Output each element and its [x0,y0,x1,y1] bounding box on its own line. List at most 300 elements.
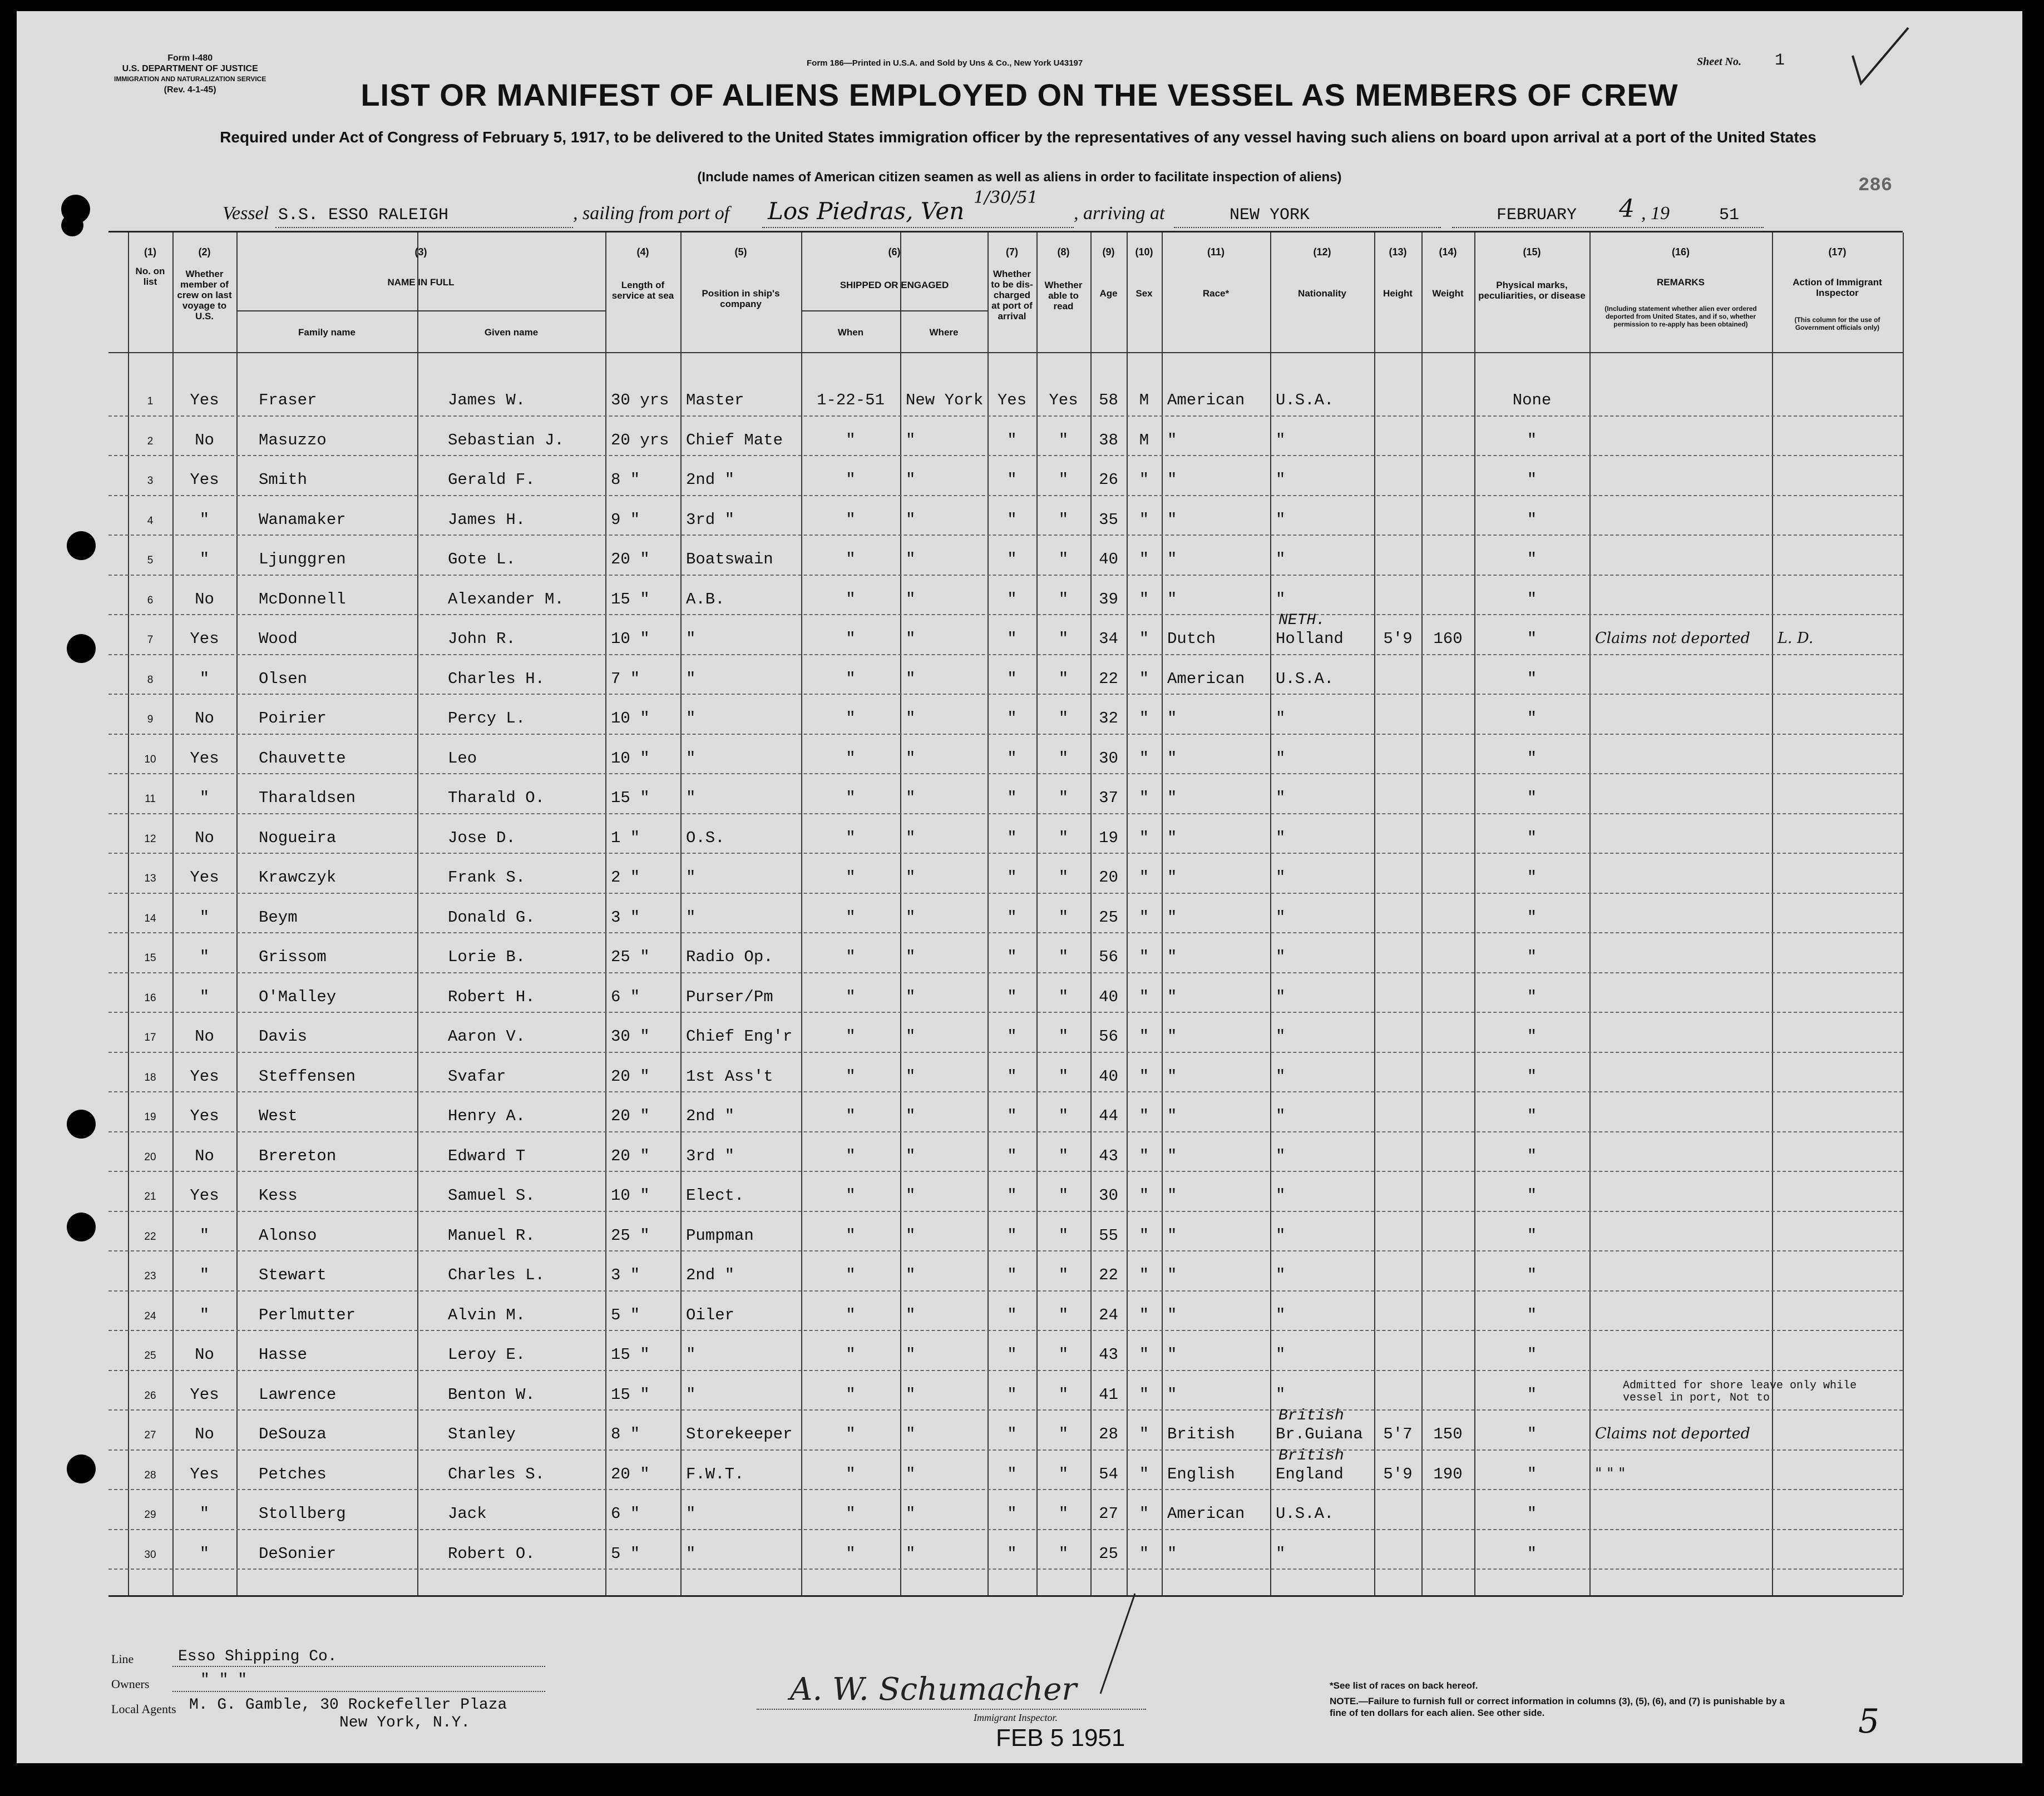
cell-disch: " [1007,1027,1017,1046]
cell-age: 19 [1099,828,1118,847]
cell-when: " [846,789,856,807]
table-row [108,1300,1903,1340]
cell-where: " [906,1505,916,1523]
cell-where: " [906,1146,916,1165]
arriving-underline [1174,227,1441,228]
cell-where: " [906,590,916,608]
cell-age: 32 [1099,709,1118,728]
subheader-when: When [837,327,864,338]
cell-position: Elect. [686,1186,744,1205]
cell-n: 14 [144,912,156,924]
cell-prev: No [195,431,214,449]
cell-position: Master [686,391,744,409]
cell-race: " [1167,590,1177,608]
table-row [108,744,1903,784]
cell-where: " [906,471,916,489]
cell-when: " [846,1067,856,1086]
cell-prev: Yes [190,1186,219,1205]
cell-sex: " [1139,789,1149,807]
subheader-rule [801,310,988,311]
cell-position: Boatswain [686,550,773,568]
table-row [108,783,1903,823]
cell-when: " [846,908,856,927]
cell-age: 25 [1099,1544,1118,1563]
column-header: Nationality [1298,288,1346,299]
cell-prev: No [195,1425,214,1443]
cell-race: " [1167,431,1177,449]
cell-position: " [686,1385,696,1404]
cell-service: 20 " [611,1464,650,1483]
cell-position: " [686,709,696,728]
cell-position: F.W.T. [686,1464,744,1483]
cell-prev: " [199,1226,210,1245]
cell-n: 25 [144,1350,156,1362]
cell-marks: " [1527,948,1537,966]
cell-disch: " [1007,510,1017,529]
nationality-annotation: NETH. [1278,612,1326,629]
cell-disch: " [1007,948,1017,966]
inspector-label: Immigrant Inspector. [974,1712,1058,1723]
cell-read: " [1058,471,1069,489]
cell-read: " [1058,1425,1069,1443]
column-number: (11) [1207,246,1225,258]
cell-position: 3rd " [686,510,735,529]
cell-marks: " [1527,1305,1537,1324]
cell-prev: No [195,828,214,847]
cell-sex: " [1139,908,1149,927]
cell-family: Brereton [259,1146,337,1165]
cell-sex: " [1139,669,1149,688]
cell-sex: " [1139,590,1149,608]
cell-where: " [906,1027,916,1046]
cell-service: 15 " [611,789,650,807]
cell-disch: " [1007,590,1017,608]
vessel-label: Vessel [223,203,269,224]
table-row [108,1447,1903,1500]
column-header: Whether member of crew on last voyage to U.S. [177,269,232,321]
cell-remarks: Claims not deported [1595,1425,1750,1442]
cell-when: " [846,987,856,1006]
cell-sex: " [1139,550,1149,568]
cell-nat: " [1276,1544,1286,1563]
cell-family: Davis [259,1027,308,1046]
cell-n: 11 [145,793,156,805]
table-row [108,585,1903,625]
cell-position: " [686,669,696,688]
cell-sex: " [1139,1027,1149,1046]
cell-service: 25 " [611,948,650,966]
cell-position: " [686,1345,696,1364]
cell-n: 17 [144,1032,156,1043]
cell-prev: " [199,1305,210,1324]
column-number: (3) [414,246,427,258]
cell-position: " [686,749,696,768]
table-row [108,1141,1903,1181]
cell-nat: " [1276,471,1286,489]
cell-nat: " [1276,749,1286,768]
cell-position: Purser/Pm [686,987,773,1006]
column-number: (14) [1439,246,1457,258]
cell-marks: " [1527,1505,1537,1523]
cell-service: 15 " [611,1385,650,1404]
cell-age: 55 [1099,1226,1118,1245]
cell-service: 3 " [611,1266,640,1284]
cell-age: 37 [1099,789,1118,807]
cell-disch: " [1007,1505,1017,1523]
cell-marks: " [1527,1067,1537,1086]
cell-height: 5'9 [1383,1464,1413,1483]
cell-nat: " [1276,1345,1286,1364]
table-row [108,465,1903,505]
cell-disch: " [1007,1345,1017,1364]
cell-age: 40 [1099,1067,1118,1086]
cell-nat: " [1276,1186,1286,1205]
vessel-name: S.S. ESSO RALEIGH [278,206,449,225]
cell-prev: Yes [190,1385,219,1404]
cell-remarks: Claims not deported [1595,630,1750,647]
cell-age: 39 [1099,590,1118,608]
cell-nat: " [1276,908,1286,927]
cell-disch: " [1007,1146,1017,1165]
table-row [108,823,1903,863]
cell-nat: England [1276,1464,1344,1483]
column-rule [1903,232,1904,1595]
cell-marks: " [1527,868,1537,887]
cell-prev: Yes [190,391,219,409]
cell-n: 26 [144,1389,156,1402]
cell-read: " [1058,1345,1069,1364]
arrival-day: 4 [1619,195,1635,223]
cell-read: " [1058,550,1069,568]
line-value: Esso Shipping Co. [178,1648,337,1665]
inspector-signature: A. W. Schumacher [790,1671,1077,1708]
cell-service: 1 " [611,828,640,847]
cell-when: " [846,1186,856,1205]
cell-given: Charles L. [448,1266,545,1284]
column-number: (15) [1523,246,1541,258]
cell-family: Wood [259,630,298,648]
table-row [108,505,1903,545]
cell-family: Petches [259,1464,327,1483]
cell-given: Charles H. [448,669,545,688]
cell-sex: " [1139,1425,1149,1443]
cell-n: 23 [144,1270,156,1282]
cell-n: 9 [147,714,154,725]
table-row [108,1022,1903,1062]
cell-disch: " [1007,1067,1017,1086]
cell-where: " [906,1305,916,1324]
cell-sex: " [1139,1464,1149,1483]
cell-when: " [846,1505,856,1523]
cell-read: " [1058,1266,1069,1284]
cell-disch: " [1007,1186,1017,1205]
cell-given: Gerald F. [448,471,535,489]
cell-n: 12 [144,833,156,845]
date-stamp: FEB 5 1951 [996,1724,1125,1752]
cell-where: " [906,828,916,847]
cell-marks: " [1527,1544,1537,1563]
cell-nat: " [1276,948,1286,966]
table-row [108,863,1903,903]
column-header: Sex [1135,288,1153,299]
cell-where: " [906,1464,916,1483]
column-header: NAME IN FULL [387,277,455,288]
cell-family: Beym [259,908,298,927]
cell-nat: U.S.A. [1276,1505,1334,1523]
cell-disch: " [1007,789,1017,807]
cell-age: 20 [1099,868,1118,887]
cell-given: Jack [448,1505,487,1523]
punch-hole [67,1213,96,1241]
arriving-port: NEW YORK [1230,206,1310,225]
punch-hole [67,531,96,560]
cell-sex: " [1139,1226,1149,1245]
cell-service: 3 " [611,908,640,927]
cell-disch: " [1007,1226,1017,1245]
cell-marks: " [1527,828,1537,847]
cell-where: " [906,1544,916,1563]
cell-service: 6 " [611,987,640,1006]
printer-line: Form 186—Printed in U.S.A. and Sold by Uns & Co., New York U43197 [807,58,1083,68]
cell-family: Alonso [259,1226,317,1245]
table-row [108,664,1903,704]
cell-position: " [686,868,696,887]
cell-given: Donald G. [448,908,535,927]
cell-where: New York [906,391,984,409]
cell-race: " [1167,1226,1177,1245]
cell-marks: " [1527,1266,1537,1284]
cell-age: 44 [1099,1107,1118,1125]
cell-n: 3 [147,475,154,487]
cell-n: 7 [147,634,154,646]
cell-when: " [846,1107,856,1125]
date-underline [1452,227,1764,228]
cell-when: " [846,471,856,489]
cell-service: 8 " [611,1425,640,1443]
cell-age: 41 [1099,1385,1118,1404]
cell-marks: " [1527,1186,1537,1205]
cell-disch: " [1007,1385,1017,1404]
cell-race: " [1167,1067,1177,1086]
column-header: Weight [1432,288,1464,299]
cell-prev: No [195,1027,214,1046]
include-note: (Include names of American citizen seamen as well as aliens in order to facilitate inspection of aliens) [697,170,1342,185]
cell-read: Yes [1049,391,1078,409]
cell-family: Olsen [259,669,308,688]
cell-marks: " [1527,749,1537,768]
cell-sex: " [1139,1544,1149,1563]
cell-when: " [846,431,856,449]
cell-service: 9 " [611,510,640,529]
cell-disch: " [1007,550,1017,568]
line-underline [172,1666,545,1667]
cell-race: " [1167,1107,1177,1125]
cell-n: 20 [144,1151,156,1163]
table-row [108,1499,1903,1539]
cell-position: 2nd " [686,1266,735,1284]
cell-race: American [1167,669,1245,688]
nationality-annotation: British [1278,1407,1344,1424]
cell-disch: " [1007,1464,1017,1483]
cell-n: 29 [144,1509,156,1521]
sailing-label: , sailing from port of [573,203,730,224]
cell-service: 20 " [611,1107,650,1125]
cell-race: " [1167,828,1177,847]
cell-where: " [906,1266,916,1284]
header-bottom-rule [108,352,1903,353]
cell-read: " [1058,630,1069,648]
cell-given: Alexander M. [448,590,564,608]
cell-read: " [1058,1544,1069,1563]
cell-race: English [1167,1464,1235,1483]
owners-value: " " " [200,1671,248,1689]
cell-given: Frank S. [448,868,526,887]
cell-n: 15 [144,952,156,964]
cell-n: 13 [144,873,156,884]
cell-n: 2 [147,435,154,447]
cell-where: " [906,1226,916,1245]
cell-marks: " [1527,590,1537,608]
cell-disch: Yes [997,391,1027,409]
cell-race: Dutch [1167,630,1216,648]
arrival-month: FEBRUARY [1497,206,1577,225]
cell-age: 30 [1099,749,1118,768]
cell-when: " [846,828,856,847]
cell-read: " [1058,908,1069,927]
cell-nat: " [1276,789,1286,807]
column-header: Length of service at sea [611,280,674,301]
signature-underline [757,1709,1146,1710]
cell-race: " [1167,1305,1177,1324]
cell-age: 30 [1099,1186,1118,1205]
cell-family: Stewart [259,1266,327,1284]
cell-family: Masuzzo [259,431,327,449]
cell-prev: No [195,1345,214,1364]
crew-table [108,231,1903,1597]
cell-service: 10 " [611,749,650,768]
cell-when: " [846,550,856,568]
cell-sex: " [1139,1505,1149,1523]
cell-n: 6 [147,594,154,606]
cell-race: " [1167,749,1177,768]
table-row [108,704,1903,744]
cell-read: " [1058,431,1069,449]
punch-hole [67,1454,96,1483]
remarks-note: (Including statement whether alien ever ordered deported from United States, and if so, whether permission to re-apply has been obtained) [1604,305,1757,328]
cell-sex: " [1139,1305,1149,1324]
cell-read: " [1058,709,1069,728]
owners-underline [172,1691,545,1692]
cell-when: " [846,1266,856,1284]
cell-service: 10 " [611,1186,650,1205]
cell-service: 30 " [611,1027,650,1046]
cell-given: Benton W. [448,1385,535,1404]
cell-nat: " [1276,1146,1286,1165]
cell-when: " [846,1385,856,1404]
cell-age: 27 [1099,1505,1118,1523]
cell-given: James W. [448,391,526,409]
cell-age: 28 [1099,1425,1118,1443]
cell-sex: " [1139,1146,1149,1165]
cell-nat: U.S.A. [1276,391,1334,409]
cell-when: 1-22-51 [817,391,885,409]
cell-family: Stollberg [259,1505,346,1523]
cell-race: " [1167,868,1177,887]
column-header: Whether to be dis-charged at port of arrival [991,269,1033,321]
cell-marks: " [1527,510,1537,529]
cell-family: Grissom [259,948,327,966]
cell-race: American [1167,391,1245,409]
cell-service: 8 " [611,471,640,489]
cell-nat: " [1276,510,1286,529]
cell-prev: Yes [190,471,219,489]
cell-given: Stanley [448,1425,516,1443]
cell-given: Sebastian J. [448,431,564,449]
document-title: LIST OR MANIFEST OF ALIENS EMPLOYED ON THE VESSEL AS MEMBERS OF CREW [361,77,1678,112]
cell-race: " [1167,1146,1177,1165]
column-number: (12) [1313,246,1331,258]
cell-marks: " [1527,709,1537,728]
cell-n: 28 [144,1469,156,1481]
column-number: (13) [1389,246,1407,258]
cell-sex: M [1139,431,1149,449]
cell-when: " [846,709,856,728]
column-header: Physical marks, peculiarities, or disease [1478,280,1586,301]
cell-sex: " [1139,709,1149,728]
cell-position: " [686,908,696,927]
cell-prev: Yes [190,749,219,768]
cell-where: " [906,709,916,728]
cell-prev: Yes [190,1464,219,1483]
cell-disch: " [1007,828,1017,847]
cell-family: Nogueira [259,828,337,847]
cell-service: 7 " [611,669,640,688]
cell-nat: " [1276,590,1286,608]
cell-family: DeSouza [259,1425,327,1443]
cell-disch: " [1007,471,1017,489]
column-header: Race* [1202,288,1230,299]
cell-age: 56 [1099,1027,1118,1046]
cell-where: " [906,868,916,887]
cell-marks: " [1527,1226,1537,1245]
table-row [108,1407,1903,1459]
table-row [108,1062,1903,1102]
cell-n: 24 [144,1310,156,1322]
cell-disch: " [1007,749,1017,768]
cell-when: " [846,1146,856,1165]
cell-position: Pumpman [686,1226,754,1245]
cell-where: " [906,908,916,927]
punch-hole [67,634,96,663]
cell-given: Edward T [448,1146,526,1165]
cell-service: 20 " [611,1146,650,1165]
cell-disch: " [1007,709,1017,728]
cell-read: " [1058,789,1069,807]
required-statement: Required under Act of Congress of February 5, 1917, to be delivered to the United States immigration officer by the representatives of any vessel having such aliens on board upon arrival at a port of the United States [220,128,1816,146]
cell-read: " [1058,1067,1069,1086]
cell-family: Poirier [259,709,327,728]
manifest-sheet [17,11,2022,1763]
cell-family: Perlmutter [259,1305,356,1324]
cell-position: 3rd " [686,1146,735,1165]
cell-family: DeSonier [259,1544,337,1563]
cell-age: 25 [1099,908,1118,927]
cell-given: Leo [448,749,477,768]
cell-race: " [1167,1266,1177,1284]
cell-position: Oiler [686,1305,735,1324]
column-number: (4) [636,246,649,258]
cell-prev: " [199,789,210,807]
